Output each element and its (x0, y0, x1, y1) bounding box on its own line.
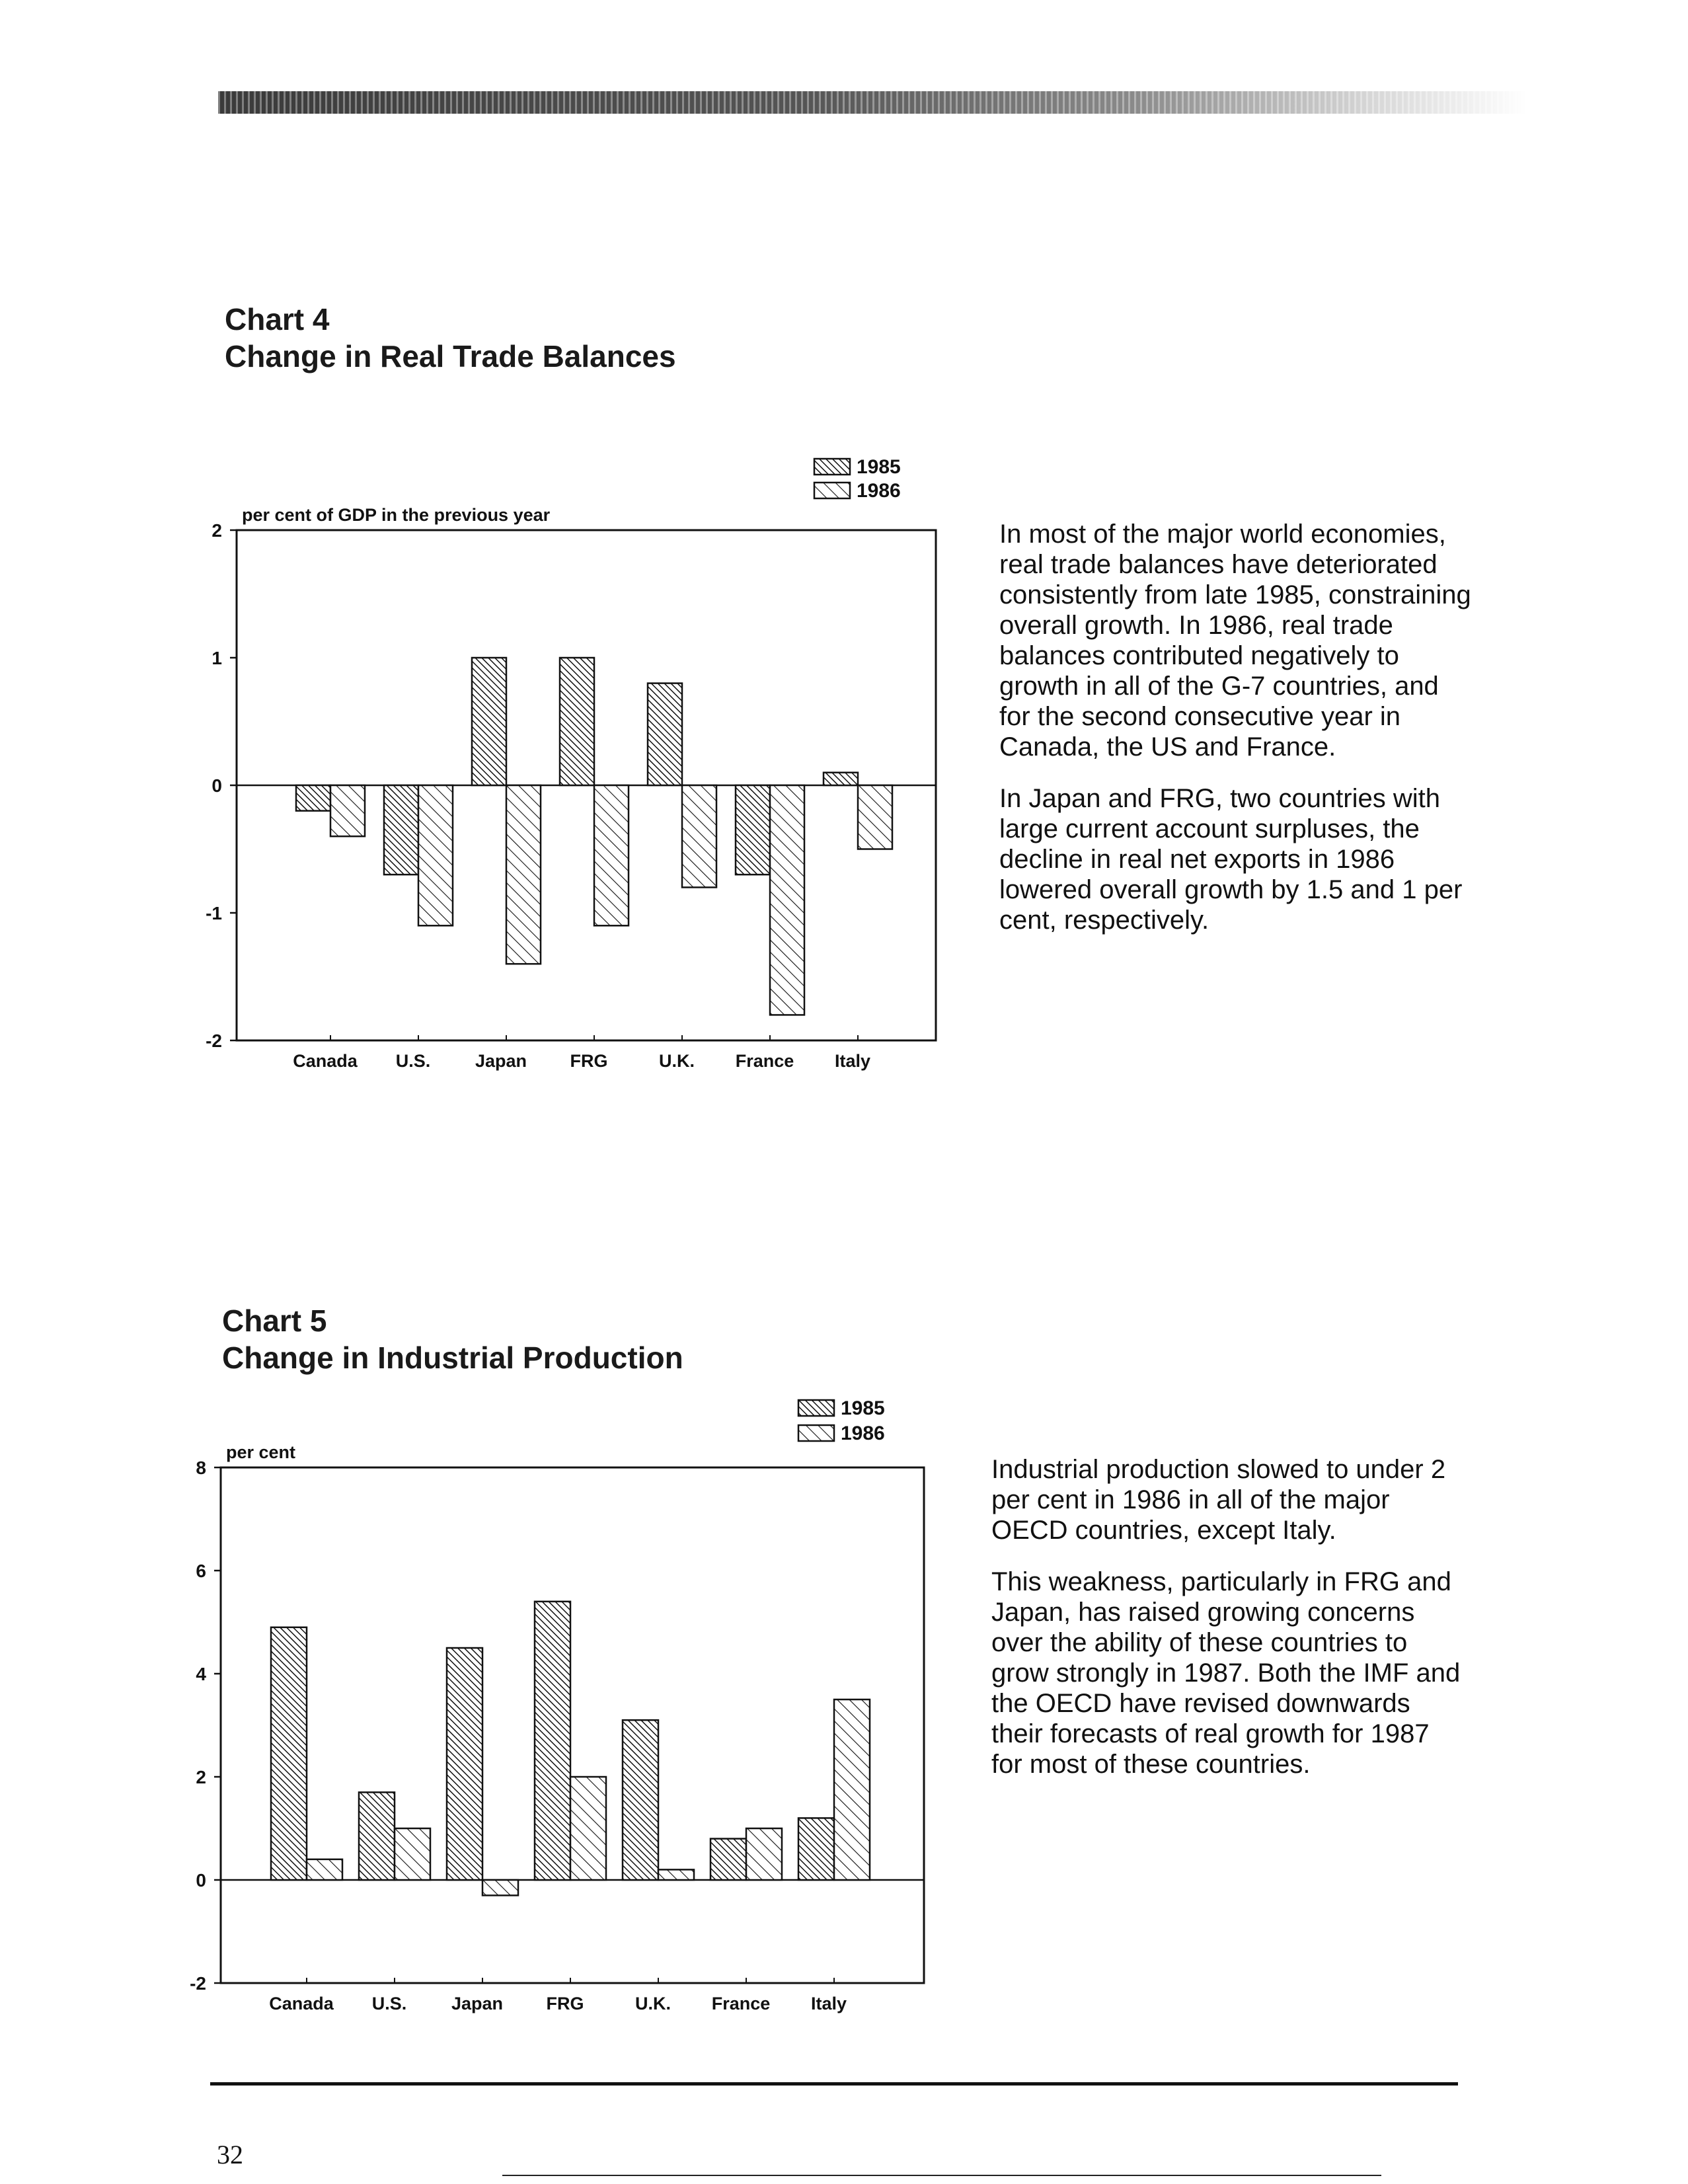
bar-canada-1985 (271, 1627, 307, 1880)
legend-label-1986: 1986 (857, 480, 901, 502)
chart4-subtitle: Change in Real Trade Balances (225, 339, 676, 373)
legend-label-1985: 1985 (857, 456, 901, 478)
category-label: France (711, 1994, 771, 2013)
bar-uk-1985 (623, 1720, 658, 1880)
y-tick-label: -2 (190, 1973, 206, 1994)
category-label: Canada (293, 1051, 358, 1071)
chart5-paragraph-1: Industrial production slowed to under 2 per cent in 1986 in all of the major OECD countries, except Italy. (991, 1455, 1446, 1545)
y-tick-label: 4 (196, 1664, 206, 1684)
y-tick-label: -1 (206, 903, 222, 923)
bar-france-1985 (710, 1839, 746, 1880)
page-number: 32 (217, 2140, 243, 2169)
legend-swatch-1986 (798, 1425, 834, 1441)
y-tick-label: 2 (196, 1767, 206, 1787)
bar-italy-1986 (834, 1699, 870, 1880)
footer-rule (210, 2082, 1458, 2086)
category-label: U.S. (371, 1994, 407, 2013)
legend-swatch-1985 (798, 1400, 834, 1416)
y-tick-label: 2 (211, 520, 222, 541)
chart5-subtitle: Change in Industrial Production (222, 1341, 683, 1375)
category-label: Canada (269, 1994, 334, 2013)
bar-frg-1986 (570, 1777, 606, 1880)
category-label: France (735, 1051, 794, 1071)
bar-italy-1985 (798, 1818, 834, 1880)
chart4-title: Chart 4 (225, 302, 330, 336)
chart5-paragraph-2: This weakness, particularly in FRG and Japan, has raised growing concerns over the ability of these countries to grow strongly in 1987. Both the IMF and the OECD have revised downwards their forecasts of real growth for 1987 for most of these countries. (991, 1567, 1461, 1779)
bar-france-1986 (746, 1828, 782, 1880)
chart4-text-column (999, 519, 1475, 956)
category-label: U.K. (635, 1994, 671, 2013)
y-tick-label: 0 (196, 1870, 206, 1891)
bar-uk-1986 (658, 1869, 694, 1880)
chart5-text-column (991, 1454, 1467, 1801)
category-label: Italy (834, 1051, 871, 1071)
bottom-rule (502, 2175, 1381, 2176)
category-label: Japan (451, 1994, 504, 2013)
y-tick-label: 6 (196, 1561, 206, 1581)
bar-frg-1985 (535, 1602, 570, 1880)
category-label: Japan (475, 1051, 527, 1071)
legend-label-1985: 1985 (841, 1397, 885, 1419)
bar-japan-1985 (447, 1648, 482, 1880)
legend-label-1986: 1986 (841, 1423, 885, 1444)
y-tick-label: 1 (211, 648, 222, 668)
category-label: FRG (546, 1994, 584, 2013)
chart5-title: Chart 5 (222, 1304, 327, 1338)
y-tick-label: 8 (196, 1458, 206, 1478)
category-label: Italy (810, 1994, 847, 2013)
category-label: U.S. (395, 1051, 431, 1071)
y-axis-label: per cent (226, 1442, 296, 1462)
bar-us-1986 (395, 1828, 430, 1880)
y-tick-label: -2 (206, 1031, 222, 1051)
bar-canada-1986 (307, 1859, 342, 1880)
y-axis-label: per cent of GDP in the previous year (242, 505, 551, 525)
y-tick-label: 0 (211, 775, 222, 796)
bar-us-1985 (359, 1792, 395, 1880)
chart4-paragraph-2: In Japan and FRG, two countries with large current account surpluses, the decline in real net exports in 1986 lowered overall growth by 1.5 and 1 per cent, respectively. (999, 784, 1463, 935)
plot-frame (221, 1467, 924, 1983)
category-label: U.K. (659, 1051, 695, 1071)
chart4-paragraph-1: In most of the major world economies, real trade balances have deteriorated consistently from late 1985, constraining overall growth. In 1986, real trade balances contributed negatively to growth in all of the G-7 countries, and for the second consecutive year in Canada, the US and France. (999, 520, 1471, 761)
bar-japan-1986 (482, 1880, 518, 1895)
category-label: FRG (570, 1051, 608, 1071)
